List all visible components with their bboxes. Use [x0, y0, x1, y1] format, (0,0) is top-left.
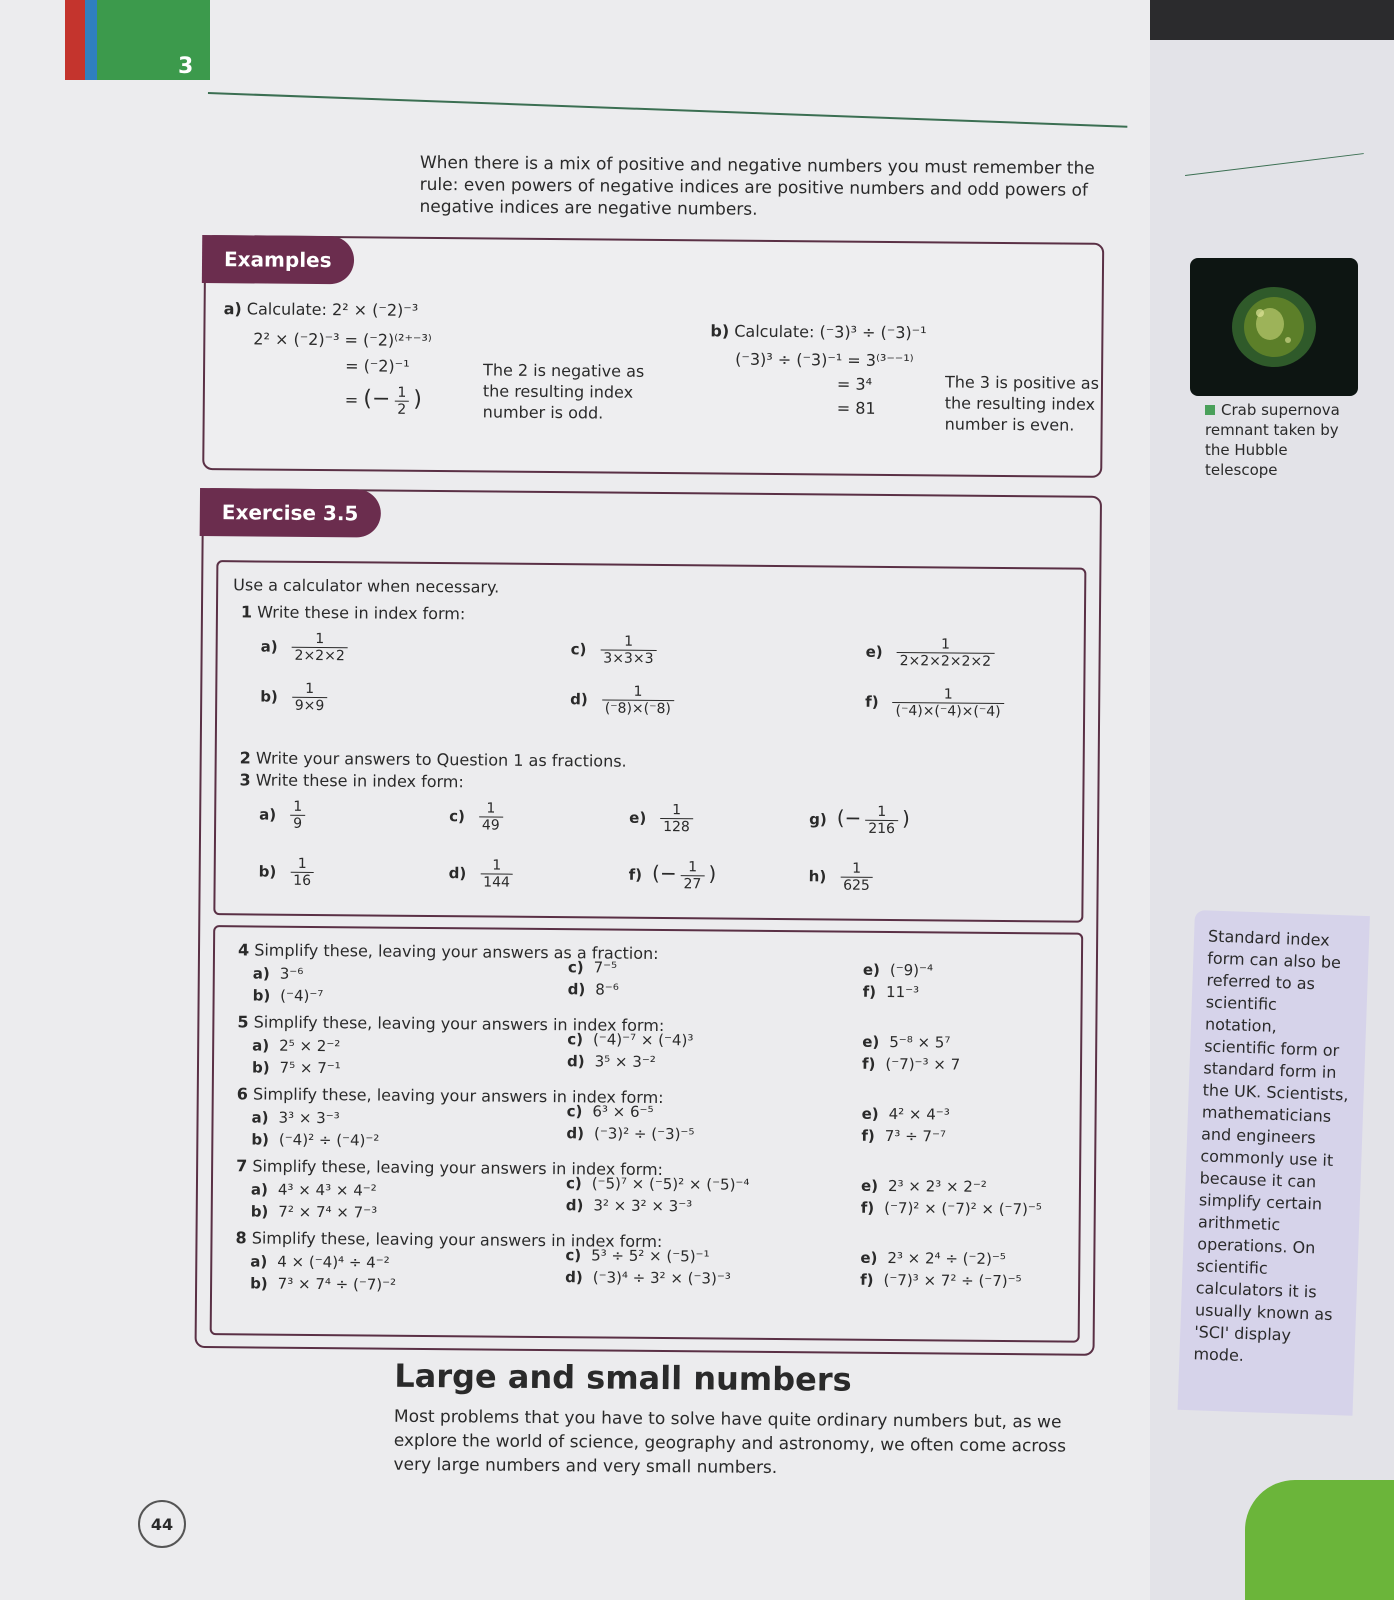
q3-item-h: h) $\frac{1}{625}$	[809, 860, 878, 894]
example-b-heading	[710, 321, 926, 342]
q8-item-a: a) 4 × (⁻4)⁴ ÷ 4⁻²	[250, 1252, 390, 1272]
q3-item-f: f) (− $\frac{1}{27}$ )	[628, 859, 717, 893]
q7-item-b: b) 7² × 7⁴ × 7⁻³	[250, 1202, 378, 1222]
exercise-instruction: Use a calculator when necessary.	[233, 575, 500, 597]
chapter-tab-red-strip	[65, 0, 85, 80]
chapter-number: 3	[178, 54, 194, 79]
example-b-step3: = 81	[836, 398, 876, 418]
question-1	[241, 602, 465, 623]
q5-item-c: c) (⁻4)⁻⁷ × (⁻4)³	[567, 1030, 694, 1050]
crab-nebula-image	[1190, 258, 1358, 396]
q6-item-e: e) 4² × 4⁻³	[861, 1104, 950, 1124]
question-2-text: Write your answers to Question 1 as fractions.	[255, 748, 627, 771]
q1-item-f: f) $\frac{1}{(^-4)\times(^-4)\times(^-4)}$	[865, 686, 1008, 720]
example-b-label: b)	[710, 321, 730, 341]
q6-item-b: b) (⁻4)² ÷ (⁻4)⁻²	[251, 1130, 380, 1150]
q6-item-d: d) (⁻3)² ÷ (⁻3)⁻⁵	[566, 1124, 695, 1144]
example-a-fraction: $\frac{1}{2}$	[394, 385, 409, 418]
example-a-heading	[224, 299, 419, 320]
example-a-question: Calculate: 2² × (⁻2)⁻³	[246, 299, 419, 320]
q7-item-e: e) 2³ × 2³ × 2⁻²	[860, 1176, 987, 1196]
question-2-number: 2	[239, 748, 251, 768]
q4-item-c: c) 7⁻⁵	[567, 958, 618, 977]
q7-item-c: c) (⁻5)⁷ × (⁻5)² × (⁻5)⁻⁴	[565, 1174, 750, 1194]
photo-caption-text: Crab supernova remnant taken by the Hubble telescope	[1205, 401, 1340, 479]
green-corner-decoration	[1245, 1480, 1394, 1600]
q4-item-e: e) (⁻9)⁻⁴	[862, 960, 934, 980]
crab-nebula-photo	[1190, 258, 1358, 396]
chapter-tab-blue-strip	[85, 0, 97, 80]
example-b-step2: = 3⁴	[836, 374, 873, 394]
equals-sign: =	[344, 390, 359, 410]
example-a-step3: = (− $\frac{1}{2}$ )	[344, 384, 422, 418]
q4-item-b: b) (⁻4)⁻⁷	[252, 986, 324, 1006]
page-number: 44	[138, 1500, 186, 1548]
q3-item-c: c) $\frac{1}{49}$	[449, 800, 507, 834]
q1-item-c: c) $\frac{1}{3\times 3\times 3}$	[571, 633, 661, 667]
example-a-step2: = (⁻2)⁻¹	[345, 356, 410, 376]
q5-item-f: f) (⁻7)⁻³ × 7	[861, 1054, 961, 1074]
q7-item-a: a) 4³ × 4³ × 4⁻²	[250, 1180, 377, 1200]
q5-item-d: d) 3⁵ × 3⁻²	[566, 1052, 656, 1071]
question-1-number: 1	[240, 602, 253, 622]
q6-item-a: a) 3³ × 3⁻³	[251, 1108, 340, 1128]
q3-item-e: e) $\frac{1}{128}$	[629, 802, 697, 836]
example-b-question: Calculate: (⁻3)³ ÷ (⁻3)⁻¹	[734, 321, 927, 343]
example-a-step1: 2² × (⁻2)⁻³ = (⁻2)⁽²⁺⁻³⁾	[253, 329, 432, 350]
q8-item-d: d) (⁻3)⁴ ÷ 3² × (⁻3)⁻³	[565, 1268, 731, 1288]
q7-item-f: f) (⁻7)² × (⁻7)² × (⁻7)⁻⁵	[860, 1198, 1042, 1219]
exercise-title: Exercise 3.5	[200, 488, 381, 538]
question-7: 7 Simplify these, leaving your answers in index form:	[236, 1156, 664, 1180]
question-6: 6 Simplify these, leaving your answers in index form:	[236, 1084, 664, 1108]
example-b-note: The 3 is positive as the resulting index number is even.	[944, 372, 1100, 435]
q5-item-a: a) 2⁵ × 2⁻²	[252, 1036, 341, 1056]
q3-item-d: d) $\frac{1}{144}$	[449, 857, 518, 891]
standard-form-sidebar: Standard index form can also be referred to as scientific notation, scientific form or standard form in the UK. Scientists, mathematicians and engineers commonly use it because it can simplify certain arithmetic operations. On scientific calculators it is usually known as 'SCI' display mode.	[1178, 910, 1370, 1416]
q3-item-g: g) (− $\frac{1}{216}$ )	[809, 803, 911, 838]
question-1-text: Write these in index form:	[257, 602, 466, 624]
question-4: 4 Simplify these, leaving your answers as a fraction:	[237, 940, 659, 963]
section-text: Most problems that you have to solve have quite ordinary numbers but, as we explore the world of science, geography and astronomy, we often come across very large numbers and very small numbers.	[393, 1406, 1067, 1479]
question-2	[240, 748, 627, 770]
q6-item-f: f) 7³ ÷ 7⁻⁷	[861, 1126, 947, 1146]
q4-item-f: f) 11⁻³	[862, 982, 920, 1002]
example-a-note: The 2 is negative as the resulting index number is odd.	[482, 360, 645, 423]
section-title: Large and small numbers	[394, 1356, 852, 1399]
q1-item-d: d) $\frac{1}{(^-8)\times(^-8)}$	[570, 683, 678, 717]
question-5: 5 Simplify these, leaving your answers in index form:	[237, 1012, 665, 1036]
q8-item-f: f) (⁻7)³ × 7² ÷ (⁻7)⁻⁵	[860, 1270, 1022, 1291]
q1-item-b: b) $\frac{1}{9\times 9}$	[260, 681, 331, 715]
q1-item-e: e) $\frac{1}{2\times 2\times 2\times 2\times 2}$	[865, 636, 998, 670]
q3-item-b: b) $\frac{1}{16}$	[259, 855, 319, 889]
photo-caption	[1205, 400, 1345, 480]
q5-item-e: e) 5⁻⁸ × 5⁷	[862, 1032, 951, 1052]
example-b-step1: (⁻3)³ ÷ (⁻3)⁻¹ = 3⁽³⁻⁻¹⁾	[735, 349, 914, 371]
q5-item-b: b) 7⁵ × 7⁻¹	[251, 1058, 341, 1078]
question-3	[239, 770, 463, 791]
q6-item-c: c) 6³ × 6⁻⁵	[566, 1102, 654, 1121]
q8-item-b: b) 7³ × 7⁴ ÷ (⁻7)⁻²	[250, 1274, 397, 1294]
q1-item-a: a) $\frac{1}{2\times 2\times 2}$	[261, 631, 352, 665]
q4-item-d: d) 8⁻⁶	[567, 980, 619, 999]
q4-item-a: a) 3⁻⁶	[252, 964, 304, 983]
q8-item-c: c) 5³ ÷ 5² × (⁻5)⁻¹	[565, 1246, 710, 1266]
q8-item-e: e) 2³ × 2⁴ ÷ (⁻2)⁻⁵	[860, 1248, 1006, 1269]
caption-bullet-icon	[1205, 405, 1215, 415]
intro-text: When there is a mix of positive and negative numbers you must remember the rule: even powers of negative indices are positive numbers and odd powers of negative indices are negative numbers.	[419, 152, 1095, 220]
q7-item-d: d) 3² × 3² × 3⁻³	[565, 1196, 693, 1216]
q3-item-a: a) $\frac{1}{9}$	[259, 798, 309, 831]
examples-title: Examples	[202, 235, 354, 284]
example-a-label: a)	[223, 299, 242, 319]
question-3-number: 3	[239, 770, 251, 790]
question-8: 8 Simplify these, leaving your answers in index form:	[235, 1228, 663, 1252]
question-3-text: Write these in index form:	[255, 770, 464, 792]
